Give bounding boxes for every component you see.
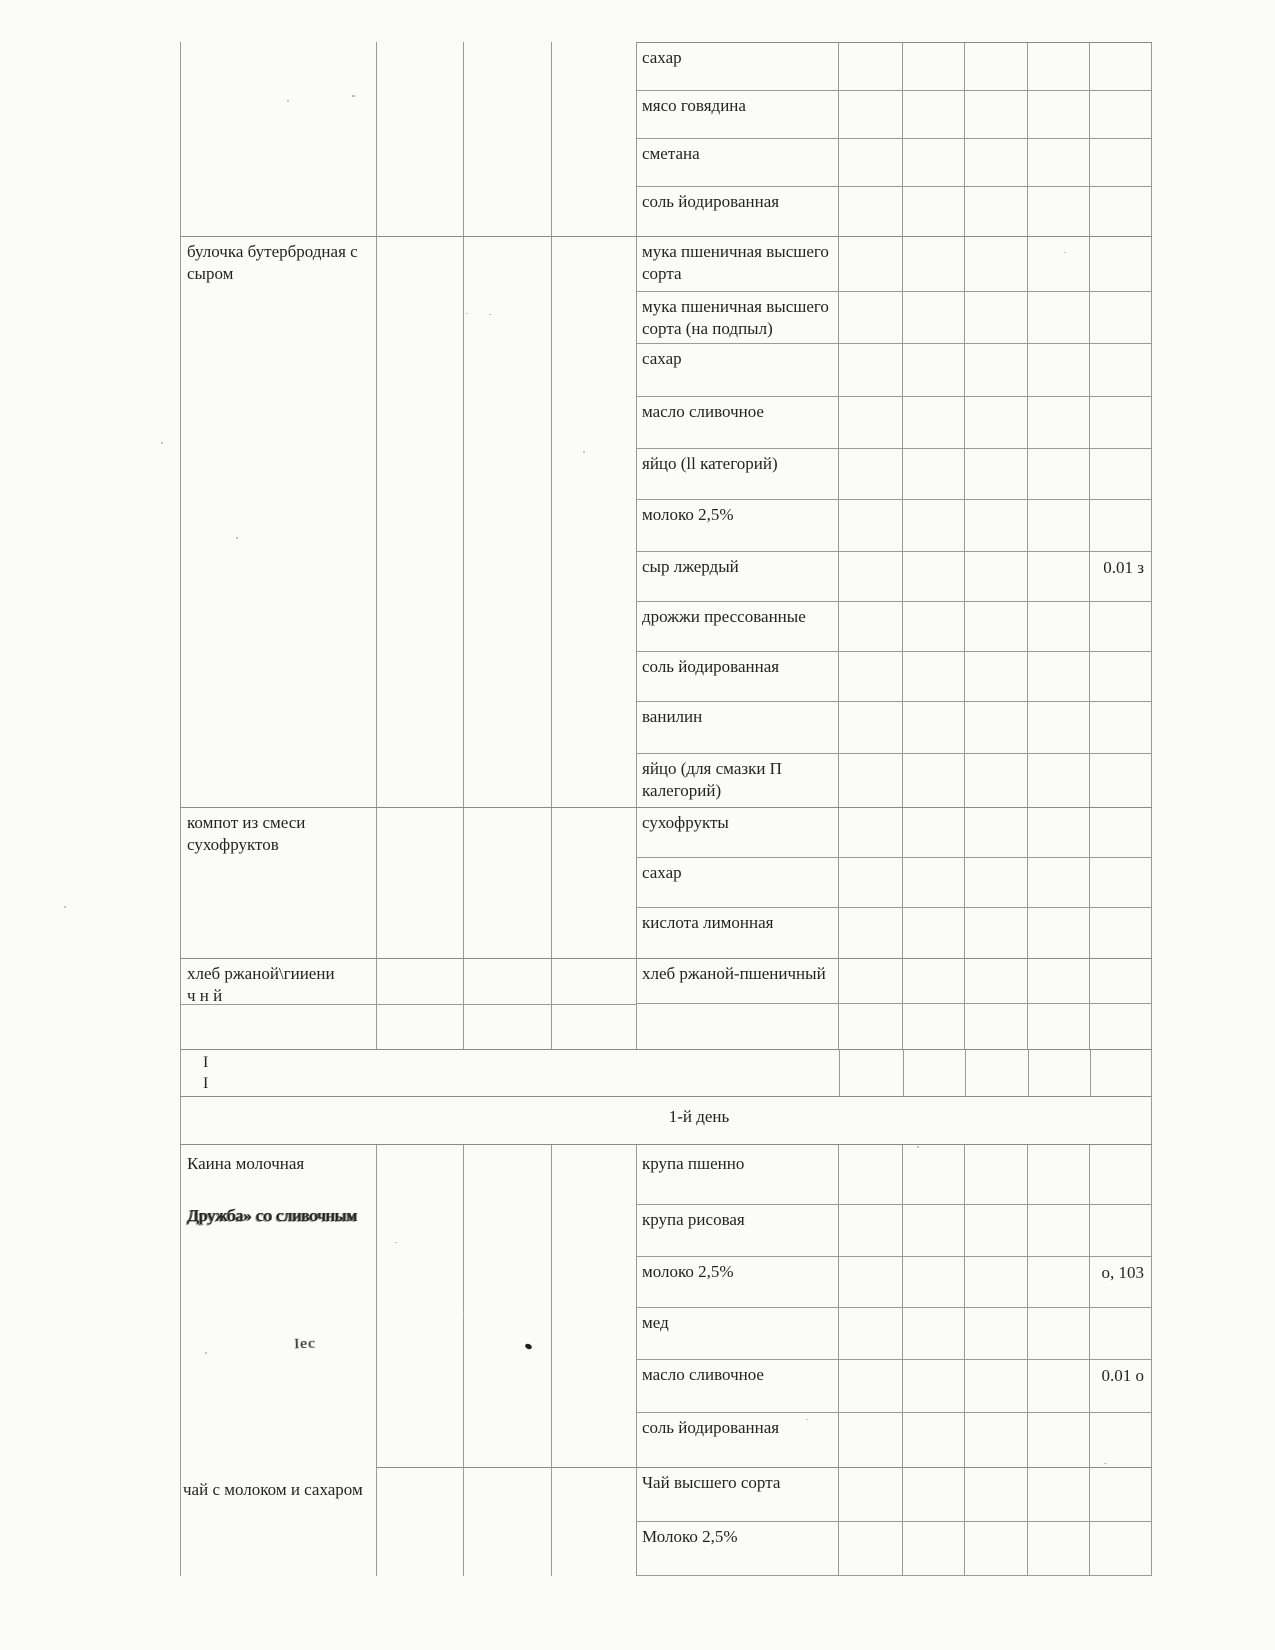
dish-cell [180,237,637,807]
scan-speckle [1064,252,1066,253]
dish-name-line2: Дружба» со сливочным [187,1205,357,1225]
table-row [637,344,1151,397]
dish-name [181,42,369,46]
scan-speckle [466,313,468,314]
ingredient-cell: масло сливочное [642,1365,764,1384]
ingredient-cell: крупа рисовая [642,1210,745,1229]
ingredient-cell: Чай высшего сорта [642,1473,781,1492]
ingredient-cell: сахар [642,863,682,882]
scan-speckle [463,1311,464,1317]
day-header-row [180,1096,1152,1144]
quantity-value: 0.01 з [1103,558,1144,577]
table-row [637,1522,1151,1575]
ingredient-rows [637,1467,1152,1576]
scan-speckle [1104,1463,1107,1464]
ingredient-cell: масло сливочное [642,402,764,421]
ingredient-cell: дрожжи прессованные [642,607,806,626]
ingredient-cell: яйцо (ll категорий) [642,454,778,473]
dish-name-line1: Каина молочная [187,1154,305,1173]
table-row [637,1145,1151,1205]
ingredient-rows [637,1145,1152,1467]
scan-speckle [64,906,66,908]
table-row [637,552,1151,602]
scan-speckle [583,451,585,453]
ingredient-cell: соль йодированная [642,1418,780,1437]
table-row [637,1257,1151,1308]
ingredient-cell: яйцо (для смазки П калегорий) [642,759,782,801]
menu-ingredient-table [180,42,1152,1576]
ingredient-cell: сухофрукты [642,813,729,832]
ingredient-rows [637,237,1152,807]
table-row [637,702,1151,754]
dish-name [181,1145,369,1227]
ingredient-cell: сахар [642,48,682,67]
ingredient-cell: кислота лимонная [642,913,774,932]
ingredient-cell: молоко 2,5% [642,1262,734,1281]
dish-name-line1: хлеб ржаной\гииени [187,964,335,983]
table-row [637,449,1151,500]
table-row [637,292,1151,344]
dish-name [181,959,369,1007]
scan-speckle [205,1352,207,1354]
ingredient-cell: мед [642,1313,669,1332]
scan-speckle [917,1146,919,1148]
scan-speckle [161,442,163,444]
scan-speckle [806,1419,808,1420]
table-section-bulochka [180,236,1152,807]
dish-name: компот из смеси сухофруктов [187,813,306,854]
table-row [637,91,1151,139]
dish-cell [180,808,637,958]
table-row [637,500,1151,552]
ingredient-rows [637,42,1152,236]
smudge-text-artifact: Iес [293,1335,316,1353]
dish-cell-empty [180,42,637,236]
table-row [637,1004,1151,1049]
ingredient-cell: ванилин [642,707,703,726]
dish-cell [180,1467,637,1576]
dish-cell [180,1145,637,1467]
table-row [637,187,1151,236]
quantity-value: о, 103 [1101,1263,1144,1282]
scan-speckle [395,1242,397,1243]
table-row [637,237,1151,292]
dish-name: булочка бутербродная с сыром [187,242,358,283]
table-row [637,397,1151,449]
table-section-carryover [180,42,1152,236]
ingredient-cell: крупа пшенно [642,1154,745,1173]
dish-name: чай с молоком и сахаром [183,1480,363,1499]
table-row [637,754,1151,807]
table-section-kompot [180,807,1152,958]
ingredient-cell [637,1004,838,1008]
table-row [637,1468,1151,1522]
scan-speckle [236,537,238,539]
ingredient-cell: сметана [642,144,700,163]
ingredient-cell: мука пшеничная высшего сорта (на подпыл) [642,297,829,339]
table-row [637,602,1151,652]
scan-speckle [287,100,289,102]
scan-speckle [352,95,355,97]
stray-marks-band [180,1049,1152,1096]
stray-mark: I [203,1075,209,1092]
stray-mark: I [203,1054,209,1071]
table-row [637,1360,1151,1413]
ingredient-cell: мука пшеничная высшего сорта [642,242,829,284]
ingredient-cell: соль йодированная [642,657,780,676]
ingredient-rows [637,808,1152,958]
table-row [637,652,1151,702]
table-row [637,1413,1151,1467]
table-section-khleb [180,958,1152,1049]
ingredient-cell: мясо говядина [642,96,746,115]
table-row [637,808,1151,858]
table-row [637,858,1151,908]
ingredient-rows [637,959,1152,1049]
quantity-value: 0.01 о [1101,1366,1144,1385]
table-row [637,1308,1151,1360]
ingredient-cell: соль йодированная [642,192,780,211]
ingredient-cell: хлеб ржаной-пшеничный [642,964,826,983]
table-row [637,43,1151,91]
table-row [637,139,1151,187]
ingredient-cell: сыр лжердый [642,557,739,576]
table-row [637,1205,1151,1257]
ingredient-cell: Молоко 2,5% [642,1527,738,1546]
ingredient-cell: молоко 2,5% [642,505,734,524]
scan-speckle [489,314,491,315]
table-section-chay [180,1467,1152,1576]
day-header: 1-й день [668,1107,730,1126]
ingredient-cell: сахар [642,349,682,368]
dish-cell [180,959,637,1049]
table-row [637,908,1151,958]
table-row [637,959,1151,1004]
dish-name-line2: ч н й [187,985,223,1005]
table-section-kasha [180,1144,1152,1467]
